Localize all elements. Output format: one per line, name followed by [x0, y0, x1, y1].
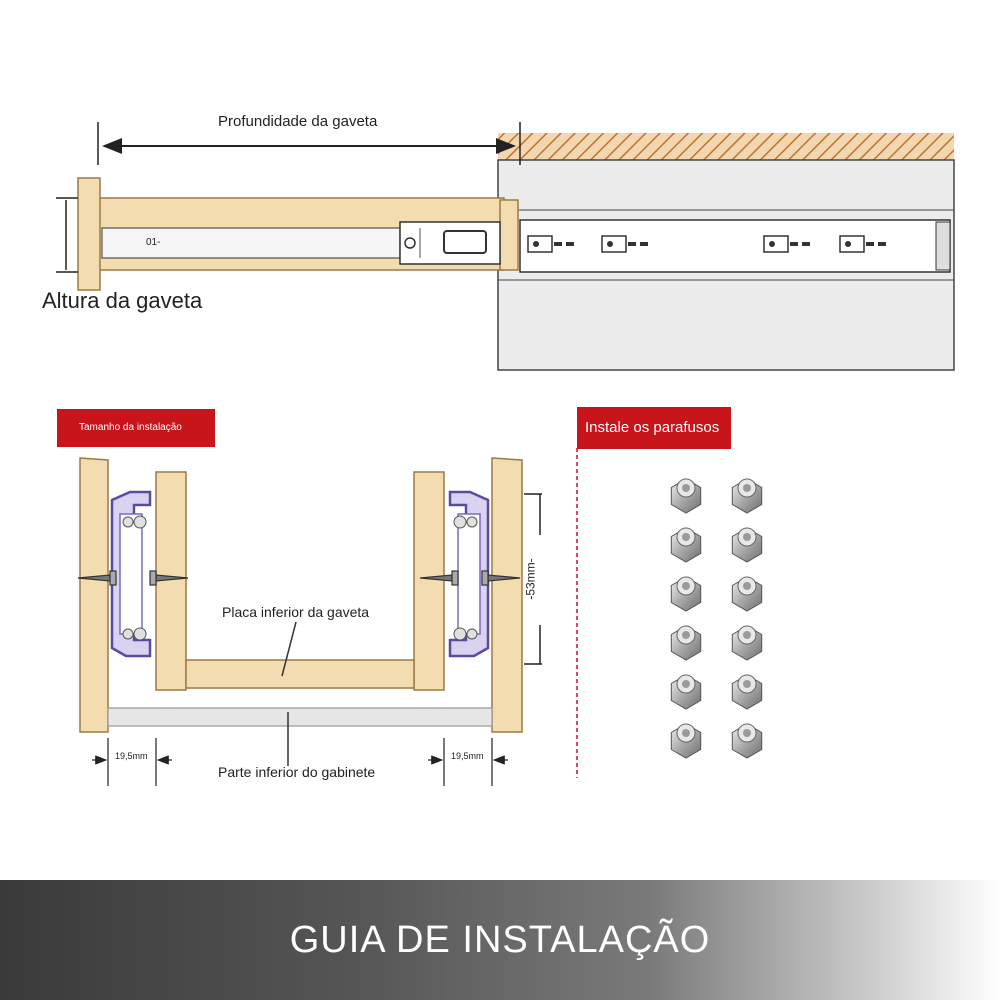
countertop-hatch — [498, 133, 954, 161]
gap-right-label: 19,5mm — [451, 751, 484, 761]
drawer-bottom-plate — [186, 660, 414, 688]
screw-icon — [732, 479, 761, 513]
gap-left-label: 19,5mm — [115, 751, 148, 761]
screw-icon — [671, 675, 700, 709]
cross-section-view — [78, 458, 542, 786]
cabinet-side-view — [498, 133, 954, 370]
gap-dimension-left — [92, 738, 172, 786]
rail-code: 01- — [146, 237, 161, 248]
cabinet-right-side — [492, 458, 522, 732]
screw-icon — [671, 528, 700, 562]
screw-icon — [732, 577, 761, 611]
screw-icon — [732, 675, 761, 709]
footer-title: GUIA DE INSTALAÇÃO — [289, 919, 711, 961]
cabinet-left-side — [80, 458, 108, 732]
footer-banner — [0, 880, 1000, 1000]
height-dimension — [56, 198, 78, 272]
install-screws-tag: Instale os parafusos — [577, 407, 731, 449]
plate-label: Placa inferior da gaveta — [222, 604, 370, 620]
gap-dimension-right — [428, 738, 508, 786]
cabinet-bottom-label: Parte inferior do gabinete — [218, 764, 376, 780]
screw-icon — [732, 626, 761, 660]
screw-icon — [732, 528, 761, 562]
screw-grid — [671, 479, 761, 758]
cabinet-bottom — [108, 708, 492, 726]
screw-icon — [671, 479, 700, 513]
left-rail-profile — [112, 492, 150, 656]
install-size-tag: Tamanho da instalação — [57, 409, 215, 447]
screw-icon — [671, 626, 700, 660]
screw-icon — [671, 577, 700, 611]
mounting-screws — [78, 571, 520, 585]
drawer-right-side — [414, 472, 444, 690]
screw-icon — [671, 724, 700, 758]
depth-label: Profundidade da gaveta — [218, 113, 378, 130]
drawer-side-view — [78, 178, 518, 290]
drawer-back — [500, 200, 518, 270]
height-label: Altura da gaveta — [42, 288, 203, 313]
rail-height-label: -53mm- — [523, 558, 538, 600]
drawer-front — [78, 178, 100, 290]
screw-icon — [732, 724, 761, 758]
